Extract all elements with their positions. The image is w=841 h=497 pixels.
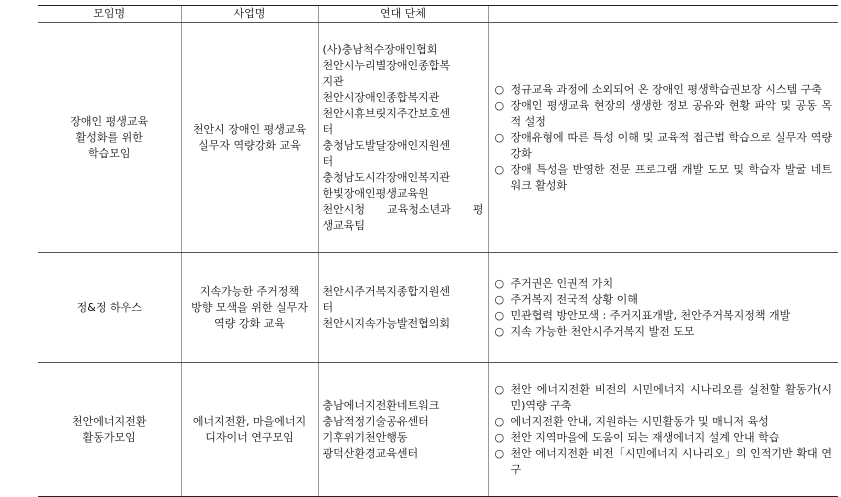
goals-cell (488, 23, 838, 253)
goal-text: 장애유형에 따른 특성 이해 및 교육적 접근법 학습으로 실무자 역량강화 (510, 130, 832, 160)
goal-text: 천안 지역마을에 도움이 되는 재생에너지 설계 안내 학습 (510, 430, 780, 444)
circle-bullet-icon: ○ (494, 98, 505, 112)
goal-text: 장애인 평생교육 현장의 생생한 정보 공유와 현황 파악 및 공동 목적 설정 (510, 98, 832, 128)
partner-line: 광덕산환경교육센터 (322, 446, 419, 460)
goal-item (493, 98, 833, 130)
meeting-name-line: 학습모임 (87, 146, 131, 160)
table-row (38, 253, 838, 363)
partner-line: 충청남도시각장애인복지관 (322, 170, 451, 184)
partner-line: 천안시주거복지종합지원센 (322, 284, 451, 298)
header-goals (488, 6, 838, 23)
project-name-line: 천안시 장애인 평생교육 (192, 122, 307, 136)
meeting-name-cell (38, 363, 181, 497)
partners-cell (318, 23, 488, 253)
program-table (38, 5, 838, 497)
partner-line: (사)충남척수장애인협회 (322, 42, 438, 56)
goal-text: 지속 가능한 천안시주거복지 발전 도모 (510, 324, 695, 338)
project-name-line: 지속가능한 주거정책 (199, 284, 300, 298)
project-name-line: 실무자 역량강화 교육 (198, 138, 301, 152)
header-project-name: 사업명 (181, 6, 318, 23)
goal-text: 천안 에너지전환 비전「시민에너지 시나리오」의 인적기반 확대 연구 (510, 446, 832, 476)
goal-text: 민관협력 방안모색 : 주거지표개발, 천안주거복지정책 개발 (510, 308, 791, 322)
project-name-line: 디자이너 연구모임 (205, 430, 294, 444)
header-meeting-name: 모임명 (38, 6, 181, 23)
goal-item (493, 82, 833, 98)
goal-text: 천안 에너지전환 비전의 시민에너지 시나리오를 실천할 활동가(시민)역량 구축 (510, 382, 832, 412)
project-name-cell (181, 363, 318, 497)
goal-text: 정규교육 과정에 소외되어 온 장애인 평생학습권보장 시스템 구축 (510, 82, 822, 96)
partner-line: 충남적정기술공유센터 (322, 414, 429, 428)
circle-bullet-icon: ○ (494, 82, 505, 96)
partner-line: 생교육팀 (322, 218, 366, 232)
circle-bullet-icon: ○ (494, 276, 505, 290)
partner-line: 기후위기천안행동 (322, 430, 408, 444)
circle-bullet-icon: ○ (494, 446, 505, 460)
goal-item (493, 162, 833, 194)
goal-text: 주거권은 인권적 가치 (510, 276, 614, 290)
circle-bullet-icon: ○ (494, 130, 505, 144)
partners-cell (318, 363, 488, 497)
partner-line: 천안시누리별장애인종합복 (322, 58, 451, 72)
partner-line: 충청남도발달장애인지원센 (322, 138, 451, 152)
circle-bullet-icon: ○ (494, 414, 505, 428)
header-row (38, 6, 838, 23)
partner-line: 지관 (322, 74, 344, 88)
meeting-name-cell (38, 23, 181, 253)
goal-item (493, 324, 833, 340)
partner-line: 천안시지속가능발전협의회 (322, 316, 451, 330)
partner-line: 천안시장애인종합복지관 (322, 90, 440, 104)
table-row (38, 363, 838, 497)
circle-bullet-icon: ○ (494, 292, 505, 306)
circle-bullet-icon: ○ (494, 324, 505, 338)
partner-line: 터 (322, 154, 334, 168)
partner-line: 한빛장애인평생교육원 (322, 186, 429, 200)
partner-line: 천안시휴브릿지주간보호센 (322, 106, 451, 120)
partner-line: 터 (322, 300, 334, 314)
goal-text: 에너지전환 안내, 지원하는 시민활동가 및 매니저 육성 (510, 414, 769, 428)
meeting-name-line: 정&정 하우스 (76, 300, 142, 314)
meeting-name-line: 천안에너지전환 (72, 414, 147, 428)
goals-list (493, 82, 833, 194)
project-name-cell (181, 253, 318, 363)
goal-item (493, 130, 833, 162)
goal-item (493, 308, 833, 324)
goal-item (493, 430, 833, 446)
table-row (38, 23, 838, 253)
goal-item (493, 414, 833, 430)
partner-line: 터 (322, 122, 334, 136)
header-partners: 연대 단체 (318, 6, 488, 23)
goals-list (493, 276, 833, 340)
goal-text: 장애 특성을 반영한 전문 프로그램 개발 도모 및 학습자 발굴 네트워크 활성화 (510, 162, 832, 192)
project-name-line: 역량 강화 교육 (214, 316, 285, 330)
meeting-name-line: 활성화를 위한 (75, 130, 143, 144)
goal-item (493, 292, 833, 308)
project-name-cell (181, 23, 318, 253)
meeting-name-line: 활동가모임 (82, 430, 136, 444)
goal-item (493, 446, 833, 478)
partners-cell (318, 253, 488, 363)
project-name-line: 에너지전환, 마을에너지 (192, 414, 307, 428)
goals-list (493, 382, 833, 478)
goals-cell (488, 253, 838, 363)
goal-item (493, 276, 833, 292)
partner-line: 천안시청 교육청소년과 평 (322, 202, 484, 216)
meeting-name-line: 장애인 평생교육 (70, 114, 149, 128)
circle-bullet-icon: ○ (494, 430, 505, 444)
project-name-line: 방향 모색을 위한 실무자 (191, 300, 308, 314)
goal-item (493, 382, 833, 414)
meeting-name-cell (38, 253, 181, 363)
goals-cell (488, 363, 838, 497)
circle-bullet-icon: ○ (494, 308, 505, 322)
circle-bullet-icon: ○ (494, 162, 505, 176)
partner-line: 충남에너지전환네트워크 (322, 398, 440, 412)
goal-text: 주거복지 전국적 상황 이해 (510, 292, 638, 306)
circle-bullet-icon: ○ (494, 382, 505, 396)
